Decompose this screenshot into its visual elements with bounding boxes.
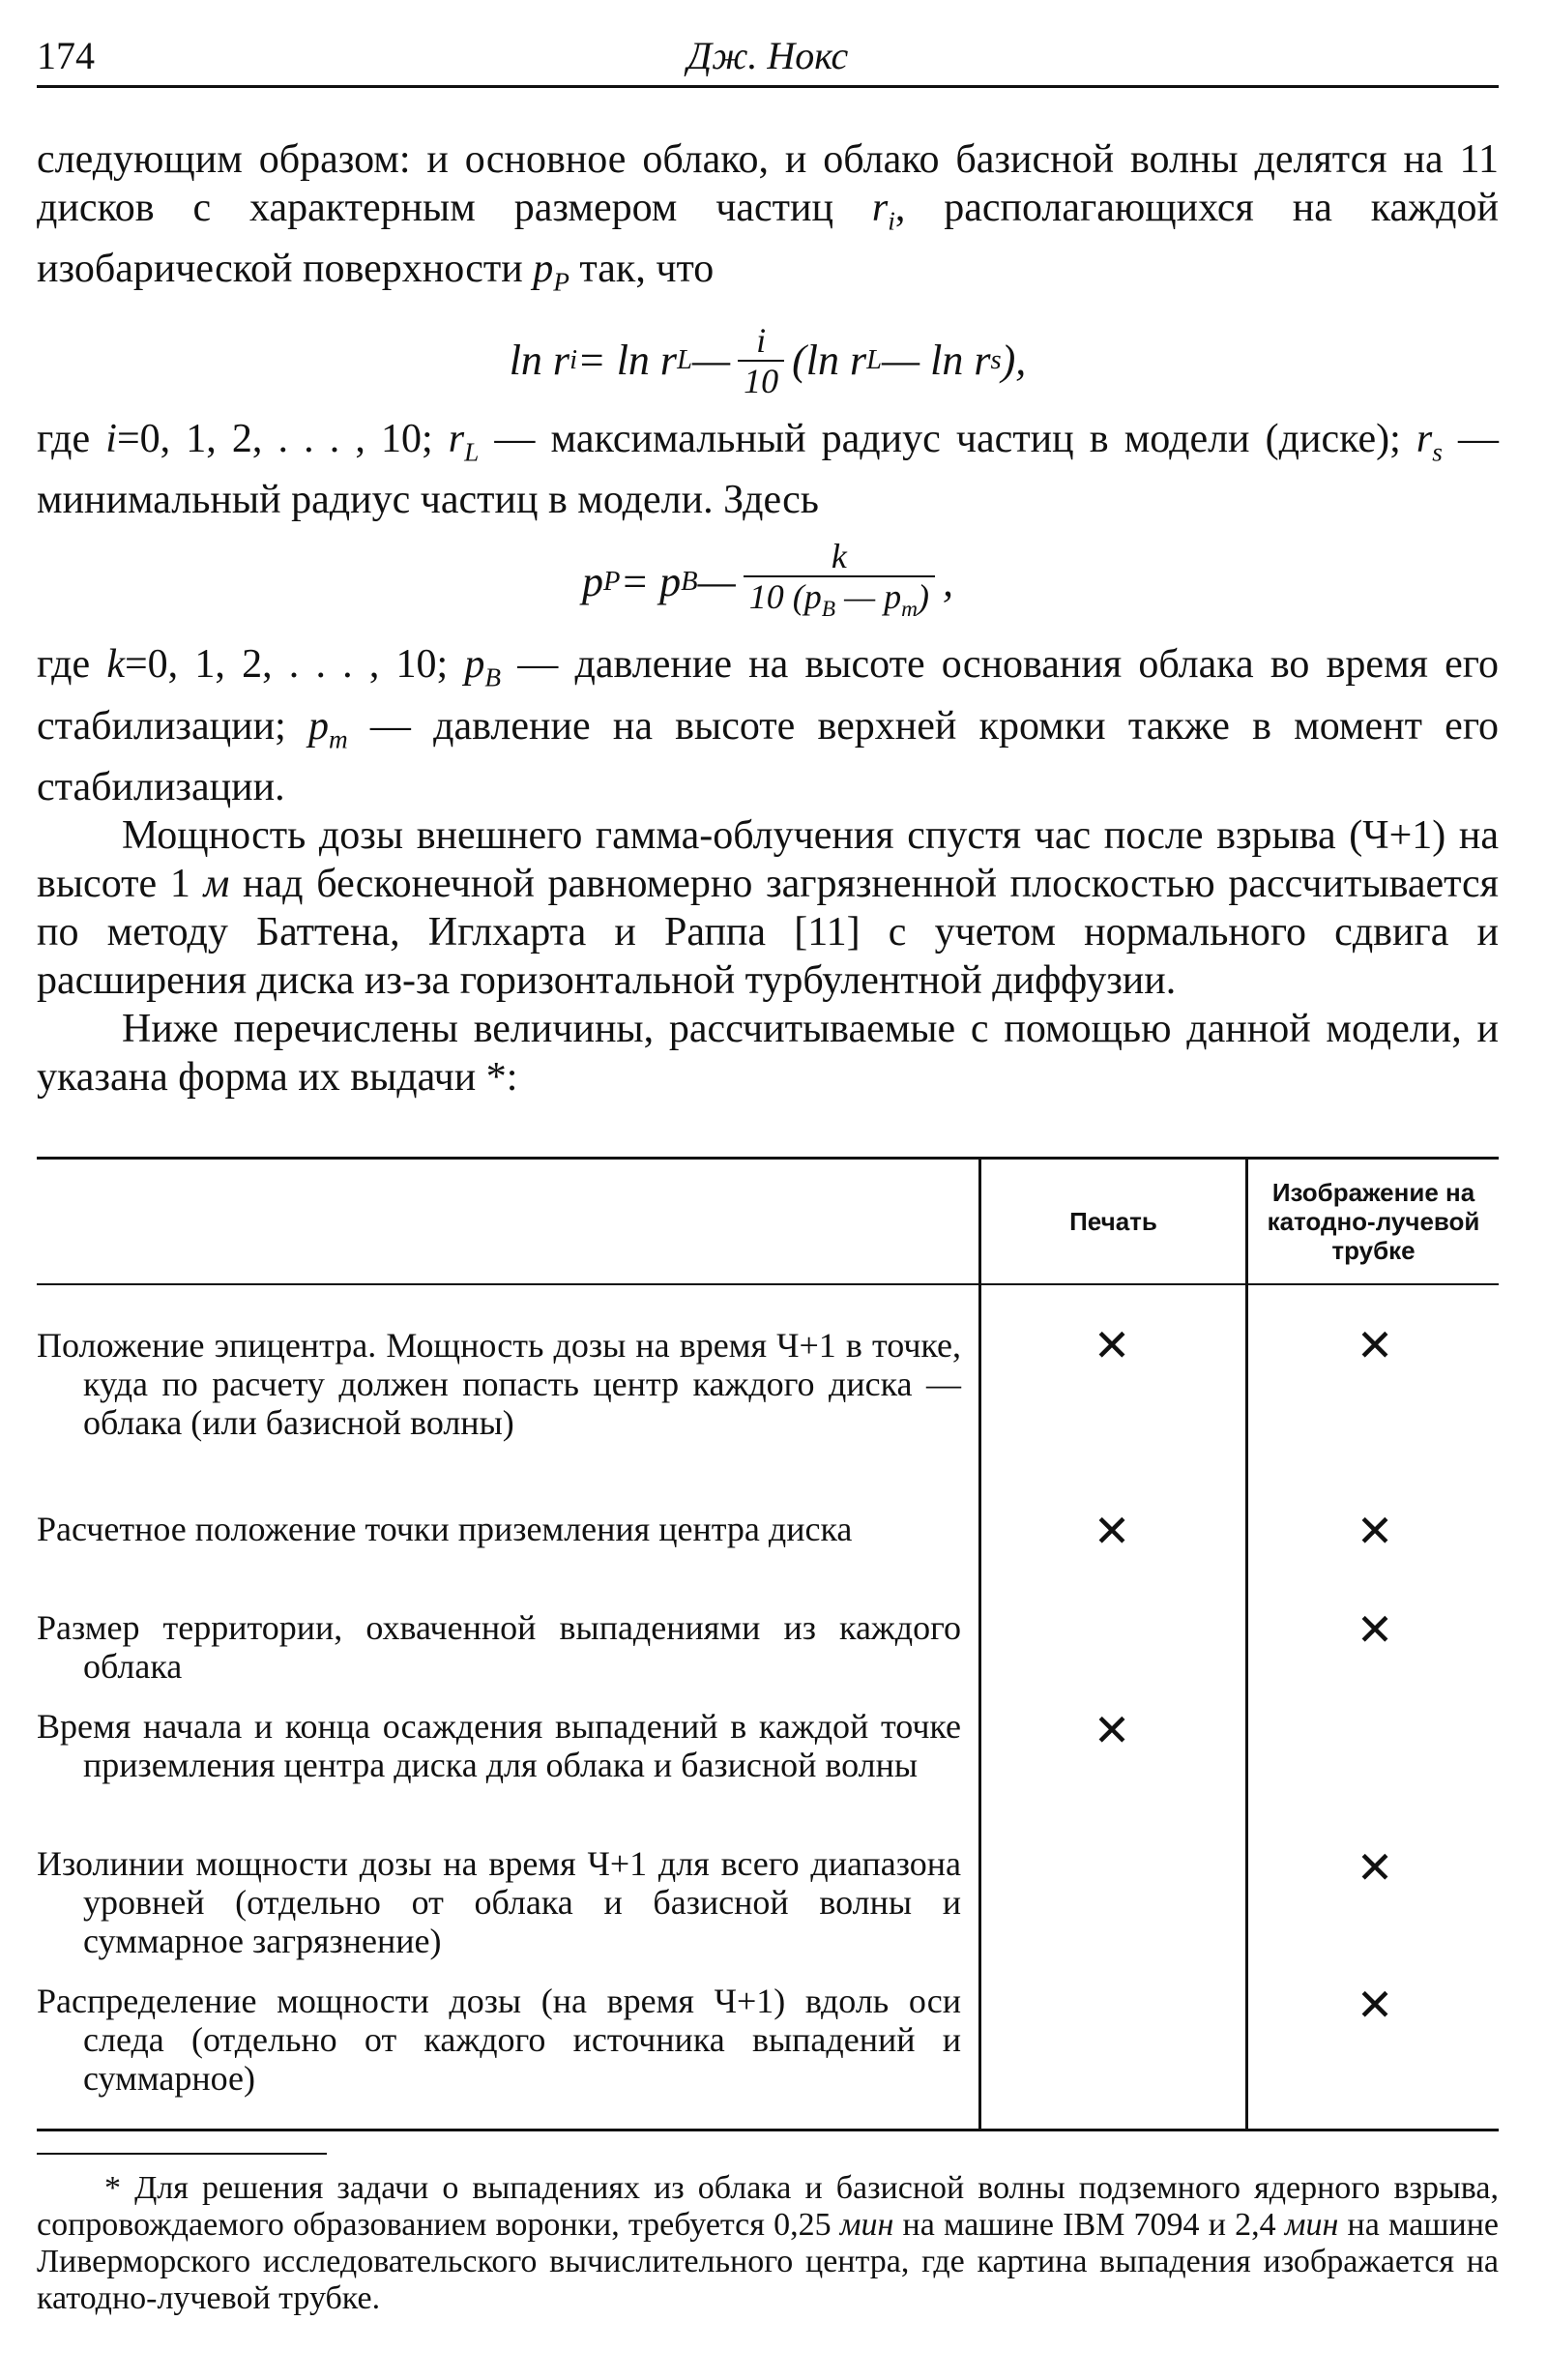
paragraph-5: Ниже перечислены величины, рассчитываемые с помощью данной модели, и указана форма их выдачи *: — [37, 1006, 1499, 1100]
running-head: Дж. Нокс — [686, 34, 849, 77]
row-description: Распределение мощности дозы (на время Ч+1) вдоль оси следа (отдельно от каждого источника выпадений и суммарное) — [37, 1982, 961, 2098]
book-page — [37, 0, 1499, 2380]
cross-mark-print: ✕ — [1093, 1319, 1131, 1371]
row-description: Положение эпицентра. Мощность дозы на время Ч+1 в точке, куда по расчету должен попасть центр каждого диска — облака (или базисной волны) — [37, 1326, 961, 1442]
output-table — [37, 1157, 1499, 2131]
paragraph-4: Мощность дозы внешнего гамма-облучения спустя час после взрыва (Ч+1) на высоте 1 м над бесконечной равномерно загрязненной плоскостью рассчитывается по методу Баттена, Иглхарта и Раппа [11] с учетом нормального сдвига и расширения диска из-за горизонтальной турбулентной диффузии. — [37, 812, 1499, 1003]
row-description: Расчетное положение точки приземления центра диска — [37, 1510, 853, 1548]
fraction: $\frac{i}{10}$ — [738, 321, 784, 400]
footnote-rule — [37, 2153, 327, 2155]
footnote: * Для решения задачи о выпадениях из облака и базисной волны подземного ядерного взрыва, сопровождаемого образованием воронки, требуется 0,25 мин на машине IBM 7094 и 2,4 мин на машине Ливерморского исследовательского вычислительного центра, где картина выпадения изображается на катодно-лучевой трубке. — [37, 2170, 1500, 2316]
page-number: 174 — [37, 34, 95, 77]
cross-mark-crt: ✕ — [1356, 1841, 1394, 1894]
column-divider — [1245, 1160, 1248, 2129]
row-description: Изолинии мощности дозы на время Ч+1 для всего диапазона уровней (отдельно от облака и базисной волны и суммарное загрязнение) — [37, 1844, 961, 1960]
cross-mark-print: ✕ — [1093, 1505, 1131, 1557]
column-divider — [978, 1160, 981, 2129]
cross-mark-crt: ✕ — [1356, 1319, 1394, 1371]
column-header-print: Печать — [1069, 1207, 1157, 1236]
row-description: Время начала и конца осаждения выпадений в каждой точке приземления центра диска для облака и базисной волны — [37, 1707, 961, 1784]
page-header — [37, 27, 1499, 88]
formula-pressure: p P = p B — $\frac{k}{10 (p_B — p_m)}$ , — [37, 524, 1499, 640]
column-header-crt: Изображение на катодно-лучевой трубке — [1267, 1178, 1480, 1265]
cross-mark-print: ✕ — [1093, 1704, 1131, 1756]
row-description: Размер территории, охваченной выпадениями из каждого облака — [37, 1608, 961, 1686]
body-text — [37, 135, 1499, 1102]
formula-radius: ln r i = ln r L — $\frac{i}{10}$ (ln r L — ln r s ), — [509, 320, 1027, 400]
paragraph-2: где i=0, 1, 2, . . . , 10; $r_L$ — максимальный радиус частиц в модели (диске); $r_s$ — минимальный радиус частиц в модели. Здесь — [37, 416, 1499, 523]
cross-mark-crt: ✕ — [1356, 1603, 1394, 1656]
cross-mark-crt: ✕ — [1356, 1979, 1394, 2031]
paragraph-3: где k=0, 1, 2, . . . , 10; $p_B$ — давление на высоте основания облака во время его стабилизации; $p_m$ — давление на высоте верхней кромки также в момент его стабилизации. — [37, 642, 1500, 809]
header-rule — [37, 1283, 1499, 1285]
fraction: $\frac{k}{10 (p_B — p_m)}$ — [744, 537, 935, 629]
cross-mark-crt: ✕ — [1356, 1505, 1394, 1557]
paragraph-1: следующим образом: и основное облако, и облако базисной волны делятся на 11 дисков с характерным размером частиц $r_i$, располагающихся на каждой изобарической поверхности $p_P$ так, что — [37, 137, 1500, 297]
